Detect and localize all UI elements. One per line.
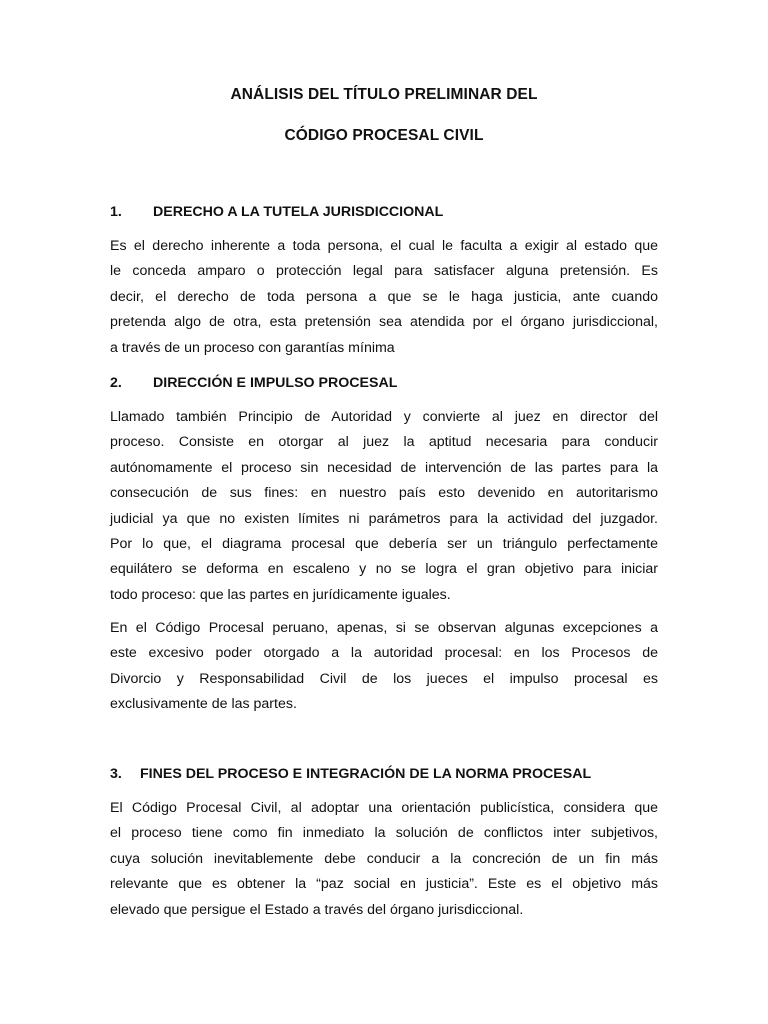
section-2-paragraph-2 [110, 616, 658, 718]
paragraph-line: el proceso tiene como fin inmediato la solución de conflictos inter subjetivos, [110, 825, 658, 842]
paragraph-line: relevante que es obtener la “paz social en justicia”. Este es el objetivo más [110, 876, 658, 893]
section-2-number: 2. [110, 375, 122, 391]
paragraph-line: este excesivo poder otorgado a la autoridad procesal: en los Procesos de [110, 645, 658, 662]
paragraph-line: Por lo que, el diagrama procesal que debería ser un triángulo perfectamente [110, 535, 658, 552]
paragraph-line: judicial ya que no existen límites ni parámetros para la actividad del juzgador. [110, 510, 658, 527]
section-3-number: 3. [110, 766, 122, 782]
paragraph-line: equilátero se deforma en escaleno y no se logra el gran objetivo para iniciar [110, 561, 658, 578]
section-3-paragraph-1 [110, 796, 658, 923]
paragraph-line: exclusivamente de las partes. [110, 696, 297, 713]
section-1-title: DERECHO A LA TUTELA JURISDICCIONAL [153, 204, 444, 220]
paragraph-line: En el Código Procesal peruano, apenas, si se observan algunas excepciones a [110, 620, 658, 636]
paragraph-line: decir, el derecho de toda persona a que se le haga justicia, ante cuando [110, 288, 658, 305]
section-2-paragraph-1 [110, 405, 658, 608]
section-1-number: 1. [110, 204, 122, 220]
paragraph-line: pretenda algo de otra, esta pretensión sea atendida por el órgano jurisdiccional, [110, 314, 658, 331]
paragraph-line: a través de un proceso con garantías mínima [110, 339, 395, 356]
paragraph-line: Es el derecho inherente a toda persona, el cual le faculta a exigir al estado que [110, 238, 658, 254]
paragraph-line: le conceda amparo o protección legal para satisfacer alguna pretensión. Es [110, 263, 658, 280]
document-title-line-2: CÓDIGO PROCESAL CIVIL [284, 127, 484, 144]
document-title-line-1: ANÁLISIS DEL TÍTULO PRELIMINAR DEL [230, 86, 538, 103]
paragraph-line: Llamado también Principio de Autoridad y convierte al juez en director del [110, 409, 658, 425]
paragraph-line: El Código Procesal Civil, al adoptar una orientación publicística, considera que [110, 800, 658, 816]
paragraph-line: todo proceso: que las partes en jurídicamente iguales. [110, 586, 451, 603]
paragraph-line: elevado que persigue el Estado a través del órgano jurisdiccional. [110, 901, 524, 918]
paragraph-line: autónomamente el proceso sin necesidad de intervención de las partes para la [110, 459, 658, 476]
paragraph-line: consecución de sus fines: en nuestro país esto devenido en autoritarismo [110, 485, 658, 502]
section-1-paragraph-1 [110, 234, 658, 361]
paragraph-line: Divorcio y Responsabilidad Civil de los jueces el impulso procesal es [110, 670, 658, 687]
paragraph-line: cuya solución inevitablemente debe conducir a la concreción de un fin más [110, 850, 658, 867]
section-2-title: DIRECCIÓN E IMPULSO PROCESAL [153, 375, 398, 391]
section-3-title: FINES DEL PROCESO E INTEGRACIÓN DE LA NORMA PROCESAL [140, 766, 592, 782]
paragraph-line: proceso. Consiste en otorgar al juez la aptitud necesaria para conducir [110, 434, 658, 451]
